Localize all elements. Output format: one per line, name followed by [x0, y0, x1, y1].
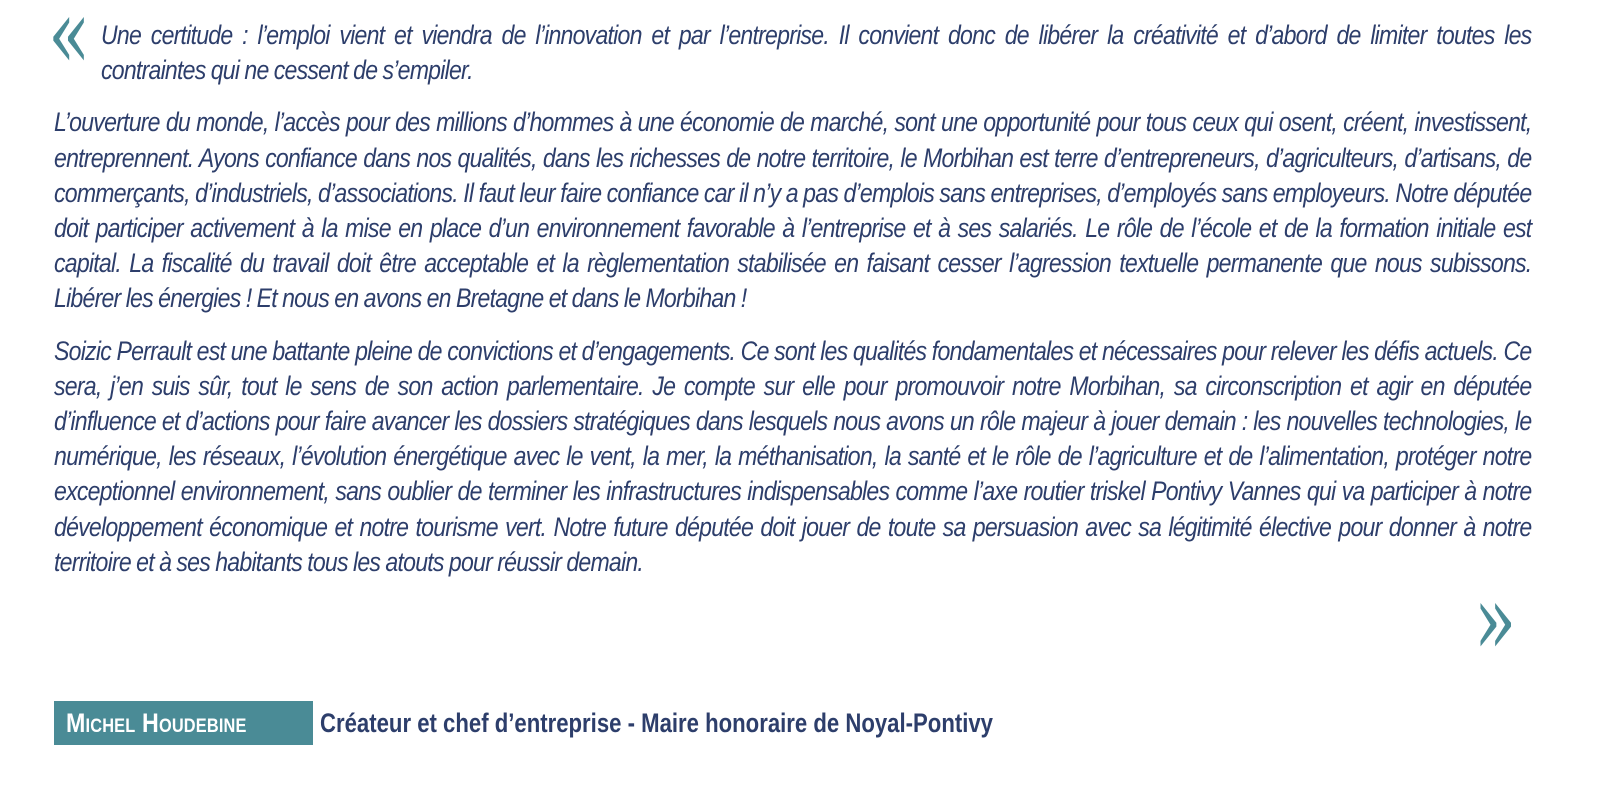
- quote-body: [54, 18, 1532, 597]
- signature: [54, 701, 1141, 745]
- open-quote-mark: «: [48, 0, 91, 90]
- quote-paragraph-2: L’ouverture du monde, l’accès pour des millions d’hommes à une économie de marché, sont une opportunité pour tous ceux qui osent, créent, investissent, entreprennent. Ayons confiance dans nos qualités, dans les richesses de notre territoire, le Morbihan est terre d’entrepreneurs, d’agriculteurs, d’artisans, de commerçants, d’industriels, d’associations. Il faut leur faire confiance car il n’y a pas d’emplois sans entreprises, d’employés sans employeurs. Notre députée doit participer activement à la mise en place d’un environnement favorable à l’entreprise et à ses salariés. Le rôle de l’école et de la formation initiale est capital. La fiscalité du travail doit être acceptable et la règlementation stabilisée en faisant cesser l’agression textuelle permanente que nous subissons. Libérer les énergies ! Et nous en avons en Bretagne et dans le Morbihan !: [54, 107, 1532, 314]
- author-name-badge: [54, 701, 313, 745]
- author-name: Michel Houdebine: [66, 707, 247, 738]
- close-quote-mark: »: [1474, 564, 1517, 676]
- author-role: Créateur et chef d’entreprise - Maire honoraire de Noyal-Pontivy: [320, 707, 993, 738]
- quote-paragraph-1: Une certitude : l’emploi vient et viendra de l’innovation et par l’entreprise. Il convient donc de libérer la créativité et d’abord de limiter toutes les contraintes qui ne cessent de s’empiler.: [101, 20, 1532, 86]
- quote-paragraph-3: Soizic Perrault est une battante pleine de convictions et d’engagements. Ce sont les qualités fondamentales et nécessaires pour relever les défis actuels. Ce sera, j’en suis sûr, tout le sens de son action parlementaire. Je compte sur elle pour promouvoir notre Morbihan, sa circonscription et agir en députée d’influence et d’actions pour faire avancer les dossiers stratégiques dans lesquels nous avons un rôle majeur à jouer demain : les nouvelles technologies, le numérique, les réseaux, l’évolution énergétique avec le vent, la mer, la méthanisation, la santé et le rôle de l’agriculture et de l’alimentation, protéger notre exceptionnel environnement, sans oublier de terminer les infrastructures indispensables comme l’axe routier triskel Pontivy Vannes qui va participer à notre développement économique et notre tourisme vert. Notre future députée doit jouer de toute sa persuasion avec sa légitimité élective pour donner à notre territoire et à ses habitants tous les atouts pour réussir demain.: [54, 335, 1532, 577]
